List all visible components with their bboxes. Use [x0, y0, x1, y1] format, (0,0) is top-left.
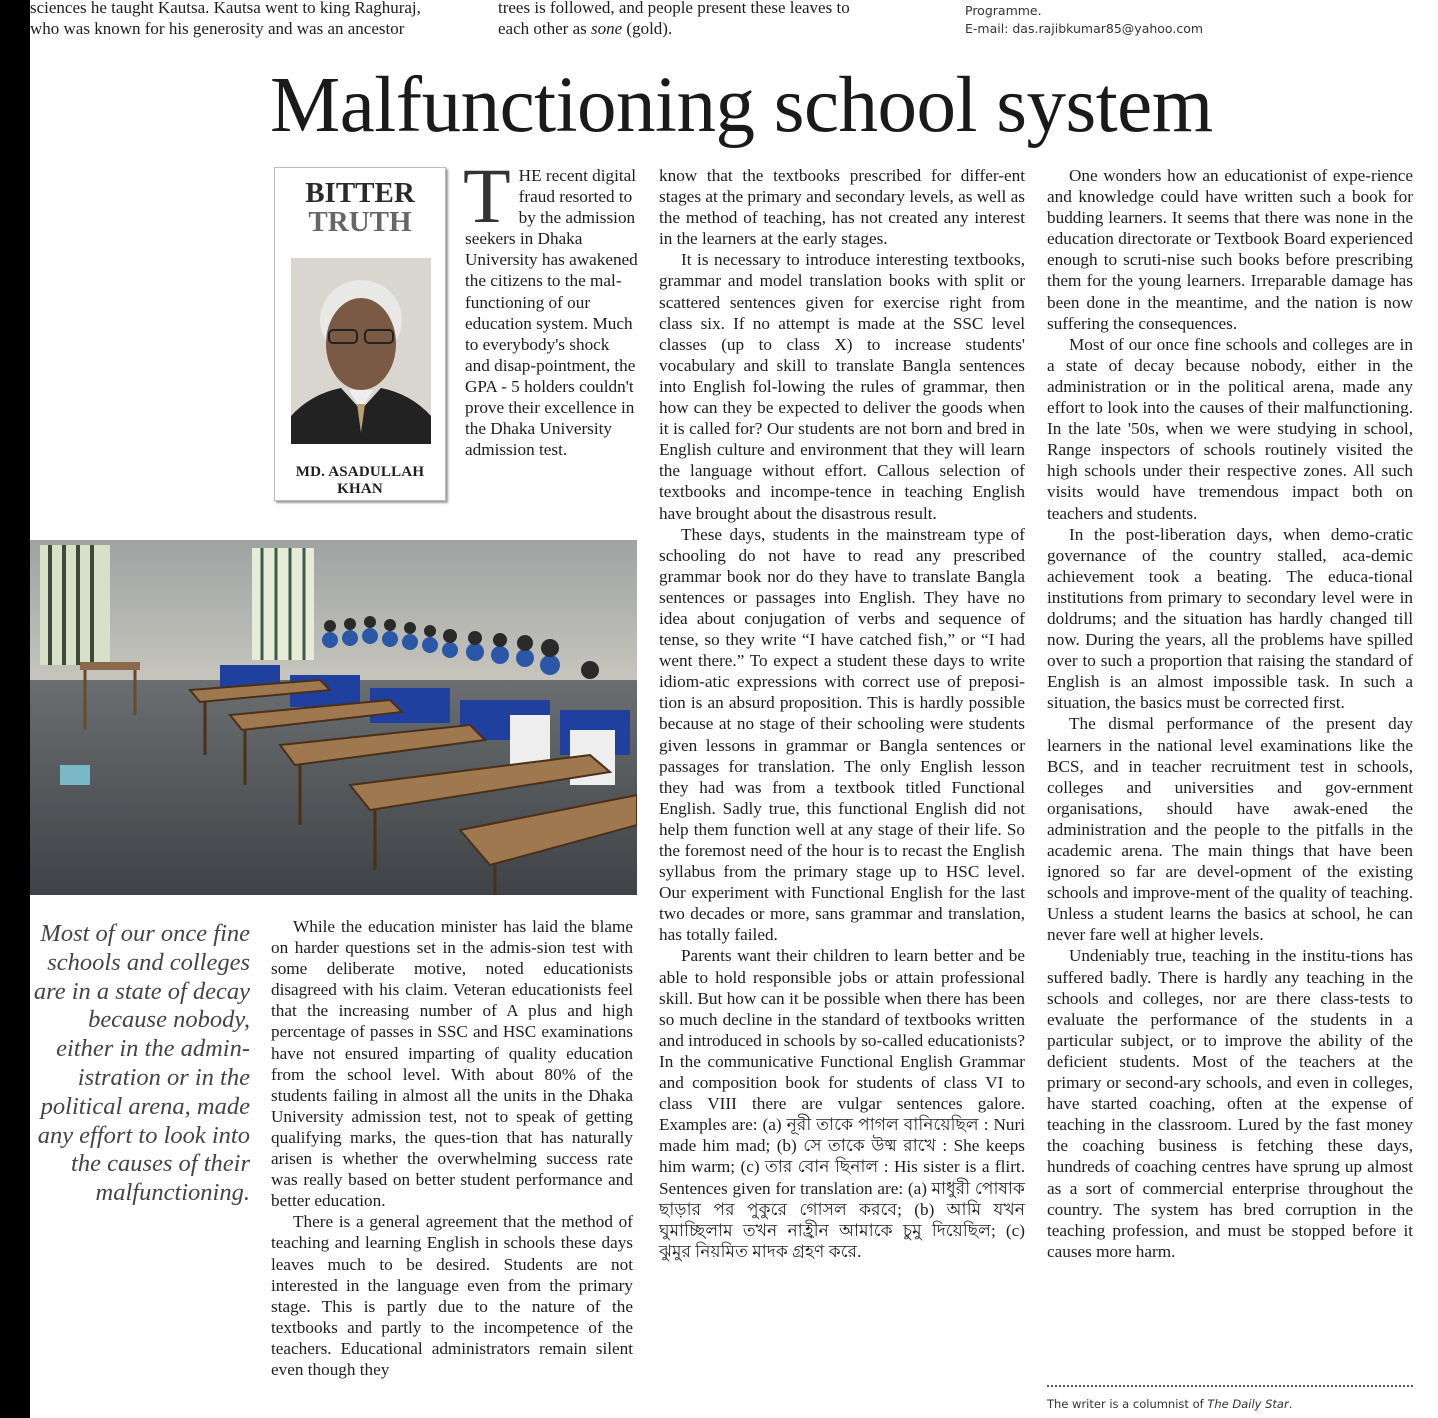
fragment-text: (gold).: [622, 19, 673, 38]
pull-quote-text: Most of our once fine schools and colleges are in a state of decay because nobody, either in the admin-istration or in the political arena, made any effort to look into the causes of their malfunctioning.: [33, 920, 250, 1207]
contact-email: E-mail: das.rajibkumar85@yahoo.com: [965, 21, 1204, 36]
article-column-3: [1047, 165, 1413, 1262]
intro-text: [463, 152, 638, 460]
paragraph: There is a general agreement that the method of teaching and learning English in schools these days leaves much to be desired. Students are not interested in the language even from the primary stage. This is partly due to the nature of the textbooks and partly to the incompetence of the teachers. Educational administrators remain silent even though they: [271, 1212, 633, 1379]
fragment-line: [498, 18, 850, 39]
fragment-line: who was known for his generosity and was an ancestor: [30, 19, 405, 38]
headline: Malfunctioning school system: [270, 62, 1213, 149]
scan-edge-bar: [0, 0, 30, 1418]
pull-quote: [30, 920, 250, 1208]
author-byline: MD. ASADULLAH KHAN: [295, 464, 425, 497]
article-column-2: [659, 165, 1025, 1262]
footnote-text: The writer is a columnist of: [1047, 1397, 1208, 1411]
fragment-line: sciences he taught Kautsa. Kautsa went to king Raghuraj,: [30, 0, 421, 17]
intro-paragraph: [463, 152, 638, 460]
fragment-line: Programme.: [965, 3, 1042, 18]
paragraph: It is necessary to introduce interesting textbooks, grammar and model translation books with split or scattered sentences given for exercise right from class six. If no attempt is made at the SSC level classes (up to class X) to increase students' vocabulary and skill to translate Bangla sentences into English fol-lowing the rules of grammar, then how can they be expected to deliver the goods when it is called for? Our students are not born and bred in English culture and environment that they will learn the language without effort. Callous selection of textbooks and incompe-tence in teaching English have brought about the disastrous result.: [659, 250, 1025, 523]
author-portrait: [291, 258, 431, 444]
writer-footnote: [1047, 1397, 1292, 1411]
prev-article-fragment-b: [498, 0, 850, 39]
paragraph: While the education minister has laid the blame on harder questions set in the admis-sion test with some deliberate motive, noted educationists disagreed with his claim. Veteran educationists feel that the increasing number of A plus and high percentage of passes in SSC and HSC examinations have not ensured imparting of quality education from the school level. With about 80% of the students failing in almost all the units in the Dhaka University admission test, not to speak of getting qualifying marks, the ques-tion that has naturally arisen is whether the overwhelming success rate was really based on better student performance and better education.: [271, 917, 633, 1211]
paragraph: These days, students in the mainstream type of schooling do not have to read any prescribed grammar book nor do they have to translate Bangla sentences or passages into English. They have no idea about conjugation of verbs and sequence of tense, so they write “I have catched fish,” or “I had went there.” To expect a student these days to write idiom-atic expressions with correct use of preposi-tion is an absurd proposition. This is hardly possible because at no stage of their schooling were students given lessons in grammar or Bangla sentences or passages for translation. The only English lesson they had was from a textbook titled Functional English. Sadly true, this functional English did not help them function well at any stage of their life. So the foremost need of the hour is to recast the English syllabus from the primary stage up to HSC level. Our experiment with Functional English for the last two decades or more, sans grammar and translation, has totally failed.: [659, 524, 1025, 945]
intro-body: HE recent digital fraud resorted to by the admission seekers in Dhaka University has awakened the citizens to the mal-functioning of our education system. Much to everybody's shock and disap-pointment, the GPA - 5 holders couldn't prove their excellence in the Dhaka University admission test.: [465, 166, 638, 460]
paragraph: In the post-liberation days, when demo-cratic governance of the country stalled, aca-demic achievement took a beating. The educa-tional institutions from primary to secondary level were in doldrums; and the situation has hardly changed till now. During the years, all the problems have spilled over to such a proportion that raising the standard of English is an almost impossible task. In such a situation, the basics must be corrected first.: [1047, 524, 1413, 713]
paragraph: know that the textbooks prescribed for differ-ent stages at the primary and secondary levels, as well as the method of teaching, has not created any interest in the learners at the early stages.: [659, 166, 1025, 249]
dotted-divider: [1047, 1385, 1413, 1387]
paragraph: Undeniably true, teaching in the institu-tions has suffered badly. There is hardly any teaching in the schools and colleges, nor are there class-tests to evaluate the performance of the students in a particular subject, or to improve the ability of the deficient students. Most of the teachers at the primary or second-ary schools, and even in colleges, have started coaching, often at the expense of teaching in the classroom. Lured by the fast money the coaching business is fetching these days, hundreds of coaching centres have sprung up almost as a sort of commercial enterprise throughout the country. The system has bred corruption in the teaching profession, and must be stopped before it causes more harm.: [1047, 946, 1413, 1261]
paragraph: Parents want their children to learn better and be able to hold responsible jobs or attain professional skill. But how can it be possible when there has been so much decline in the standard of textbooks written and introduced in schools by so-called educationists? In the communicative Functional English Grammar and composition book for students of class VI to class VIII there are vulgar sentences galore. Examples are: (a) নূরী তাকে পাগল বানিয়েছিল : Nuri made him mad; (b) সে তাকে উষ্ম রাখে : She keeps him warm; (c) তার বোন ছিনাল : His sister is a flirt. Sentences given for translation are: (a) মাধুরী পোষাক ছাড়ার পর পুকুরে গোসল করবে; (b) আমি যখন ঘুমাচ্ছিলাম তখন নাহ্রীন আমাকে চুমু দিয়েছিল; (c) ঝুমুর নিয়মিত মাদক গ্রহণ করে.: [659, 946, 1025, 1261]
drop-cap: T: [463, 152, 511, 239]
fragment-line: trees is followed, and people present these leaves to: [498, 0, 850, 17]
prev-article-contact: [965, 2, 1203, 38]
classroom-photo: [30, 540, 637, 895]
column-kicker-truth: TRUTH: [308, 206, 412, 238]
paragraph: Most of our once fine schools and colleges are in a state of decay because nobody, either in the administration or in the political arena, made any effort to look into the causes of their malfunctioning. In the late '50s, when we were studying in school, Range inspectors of schools routinely visited the high schools under their respective zones. All such visits would have tremendous impact both on teachers and students.: [1047, 334, 1413, 523]
footnote-text: .: [1288, 1397, 1293, 1411]
column-kicker-bitter: BITTER: [305, 177, 415, 209]
article-column-1: [271, 916, 633, 1380]
prev-article-fragment-a: [30, 0, 421, 39]
fragment-text: each other as: [498, 19, 591, 38]
paragraph: The dismal performance of the present day learners in the national level examinations like the BCS, and in teacher recruitment test in schools, colleges and universities and gov-ernment organisations, should have awak-ened the administration and the people to the pitfalls in the academic arena. The main things that have been ignored so far are devel-opment of the existing schools and improve-ment of the quality of teaching. Unless a student learns the basics at school, he can never fare well at higher levels.: [1047, 714, 1413, 945]
paragraph: One wonders how an educationist of expe-rience and knowledge could have written such a book for budding learners. It seems that there was none in the education directorate or Textbook Board experienced enough to scruti-nise such books before prescribing them for the young learners. Irreparable damage has been done in the meantime, and the nation is now suffering the consequences.: [1047, 166, 1413, 333]
fragment-italic: sone: [590, 19, 623, 38]
column-box: [274, 167, 446, 501]
footnote-paper: The Daily Star: [1207, 1397, 1289, 1411]
